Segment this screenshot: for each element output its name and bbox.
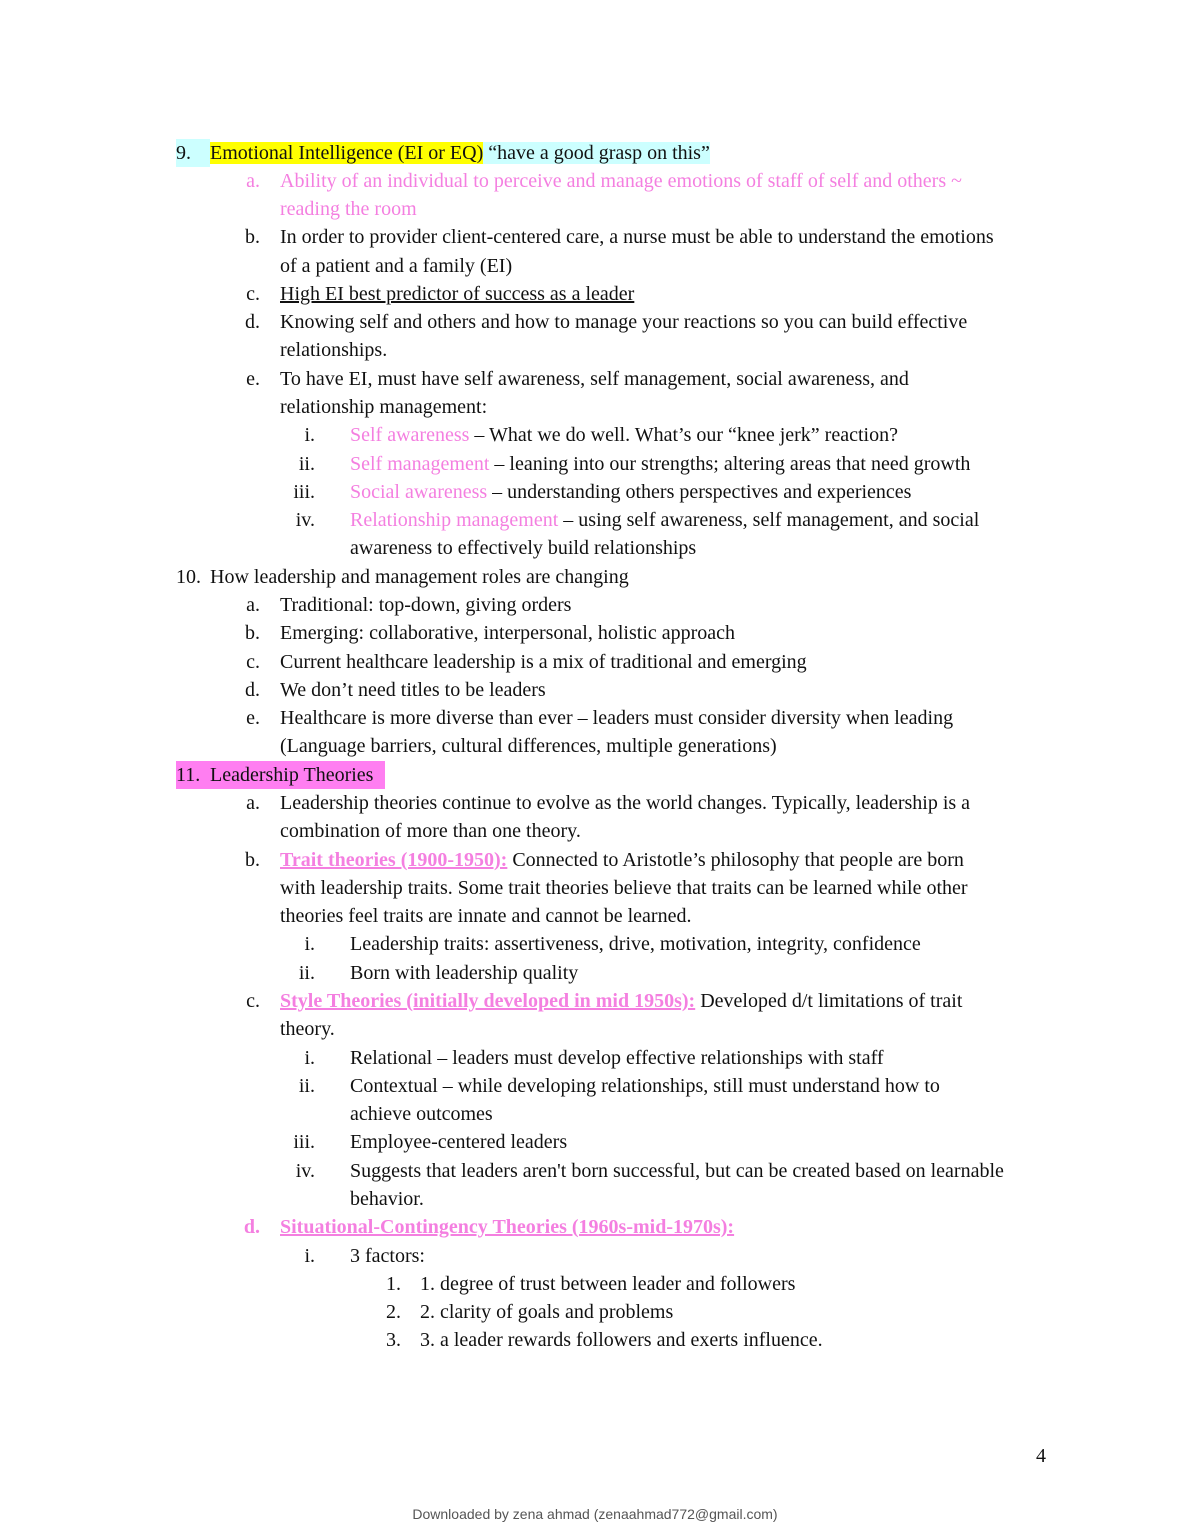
item-9d-line2: relationships. (280, 339, 388, 361)
item-11d-marker: d. (243, 1216, 260, 1238)
item-9-heading (210, 139, 710, 167)
item-11c-ii-marker: ii. (298, 1075, 315, 1097)
item-11c-term: Style Theories (initially developed in mid 1950s): (280, 990, 696, 1012)
item-10b-line1: Emerging: collaborative, interpersonal, holistic approach (280, 622, 736, 644)
item-10e-line2: (Language barriers, cultural differences, multiple generations) (280, 735, 777, 757)
item-11c-iii-line1: Employee-centered leaders (350, 1131, 568, 1153)
item-9e-line1: To have EI, must have self awareness, self management, social awareness, and (280, 368, 909, 390)
item-11c-text: Developed d/t limitations of trait (695, 990, 963, 1012)
item-9-note: “have a good grasp on this” (483, 142, 710, 164)
item-11d-i-3-line1: 3. a leader rewards followers and exerts influence. (420, 1329, 823, 1351)
item-9b-marker: b. (245, 226, 260, 248)
item-11b-ii-marker: ii. (298, 962, 315, 984)
item-9c-marker: c. (246, 283, 260, 305)
item-10-marker: 10. (176, 566, 201, 588)
item-11d-i-3-marker: 3. (386, 1329, 401, 1351)
item-11c-line1 (280, 987, 962, 1015)
item-10a-marker: a. (246, 594, 260, 616)
item-9e-iv-line1 (350, 506, 979, 534)
item-11-marker: 11. (176, 764, 201, 786)
item-10d-line1: We don’t need titles to be leaders (280, 679, 546, 701)
item-11c-ii-line1: Contextual – while developing relationships, still must understand how to (350, 1075, 940, 1097)
item-9e-i-term: Self awareness (350, 424, 470, 446)
item-9e-iii-marker: iii. (293, 481, 315, 503)
item-11c-iv-marker: iv. (295, 1160, 315, 1182)
item-9e-ii-text: – leaning into our strengths; altering areas that need growth (489, 453, 971, 475)
item-11a-marker: a. (246, 792, 260, 814)
item-9e-line2: relationship management: (280, 396, 488, 418)
item-10e-marker: e. (246, 707, 260, 729)
item-9e-iv-term: Relationship management (350, 509, 559, 531)
item-9d-line1: Knowing self and others and how to manage your reactions so you can build effective (280, 311, 968, 333)
item-9d-marker: d. (245, 311, 260, 333)
item-11d-i-marker: i. (304, 1245, 315, 1267)
item-10b-marker: b. (245, 622, 260, 644)
item-11c-ii-line2: achieve outcomes (350, 1103, 493, 1125)
item-11c-iii-marker: iii. (293, 1131, 315, 1153)
item-11b-text: Connected to Aristotle’s philosophy that people are born (507, 849, 964, 871)
item-11-title: Leadership Theories (210, 764, 374, 786)
item-9b-line2: of a patient and a family (EI) (280, 255, 513, 277)
item-10a-line1: Traditional: top-down, giving orders (280, 594, 572, 616)
item-11b-i-line1: Leadership traits: assertiveness, drive, motivation, integrity, confidence (350, 933, 921, 955)
item-10d-marker: d. (245, 679, 260, 701)
item-9a-line1: Ability of an individual to perceive and manage emotions of staff of self and others ~ (280, 170, 962, 192)
item-11d-i-1-line1: 1. degree of trust between leader and followers (420, 1273, 796, 1295)
item-11b-i-marker: i. (304, 933, 315, 955)
item-9e-ii-line1 (350, 450, 970, 478)
item-11d-i-2-marker: 2. (386, 1301, 401, 1323)
item-11b-marker: b. (245, 849, 260, 871)
item-11b-line3: theories feel traits are innate and cannot be learned. (280, 905, 692, 927)
item-9e-i-line1 (350, 421, 898, 449)
item-11c-i-line1: Relational – leaders must develop effective relationships with staff (350, 1047, 884, 1069)
item-9e-ii-term: Self management (350, 453, 490, 475)
item-9e-ii-marker: ii. (298, 453, 315, 475)
item-11b-term: Trait theories (1900-1950): (280, 849, 508, 871)
item-11c-line2: theory. (280, 1018, 335, 1040)
item-11b-line1 (280, 846, 964, 874)
item-10e-line1: Healthcare is more diverse than ever – leaders must consider diversity when leading (280, 707, 954, 729)
item-9c-line1: High EI best predictor of success as a leader (280, 283, 635, 305)
item-11-heading (176, 761, 385, 789)
item-10-title: How leadership and management roles are changing (210, 566, 629, 588)
item-11d-i-1-marker: 1. (386, 1273, 401, 1295)
item-11c-iv-line2: behavior. (350, 1188, 424, 1210)
item-9e-i-marker: i. (304, 424, 315, 446)
item-11d-i-2-line1: 2. clarity of goals and problems (420, 1301, 674, 1323)
item-10c-marker: c. (246, 651, 260, 673)
item-9e-iii-text: – understanding others perspectives and experiences (487, 481, 912, 503)
item-9b-line1: In order to provider client-centered care, a nurse must be able to understand the emotions (280, 226, 994, 248)
item-11a-line1: Leadership theories continue to evolve as the world changes. Typically, leadership is a (280, 792, 971, 814)
item-9e-iv-line2: awareness to effectively build relationships (350, 537, 697, 559)
download-footer: Downloaded by zena ahmad (zenaahmad772@gmail.com) (412, 1506, 778, 1522)
item-11d-term: Situational-Contingency Theories (1960s-mid-1970s): (280, 1216, 735, 1238)
page-number: 4 (1036, 1445, 1046, 1467)
item-9-title: Emotional Intelligence (EI or EQ) (210, 142, 484, 164)
item-11c-iv-line1: Suggests that leaders aren't born successful, but can be created based on learnable (350, 1160, 1004, 1182)
item-9e-iv-marker: iv. (295, 509, 315, 531)
item-11c-i-marker: i. (304, 1047, 315, 1069)
item-9a-line2: reading the room (280, 198, 417, 220)
item-9e-iii-line1 (350, 478, 911, 506)
item-11b-line2: with leadership traits. Some trait theories believe that traits can be learned while other (280, 877, 968, 899)
item-9-marker: 9. (176, 139, 210, 167)
item-9e-iii-term: Social awareness (350, 481, 488, 503)
item-11c-marker: c. (246, 990, 260, 1012)
item-11a-line2: combination of more than one theory. (280, 820, 581, 842)
item-9a-marker: a. (246, 170, 260, 192)
item-10c-line1: Current healthcare leadership is a mix of traditional and emerging (280, 651, 807, 673)
item-9e-marker: e. (246, 368, 260, 390)
item-9e-iv-text: – using self awareness, self management, and social (558, 509, 980, 531)
item-11b-ii-line1: Born with leadership quality (350, 962, 579, 984)
item-9e-i-text: – What we do well. What’s our “knee jerk” reaction? (469, 424, 898, 446)
item-11d-i-line1: 3 factors: (350, 1245, 425, 1267)
